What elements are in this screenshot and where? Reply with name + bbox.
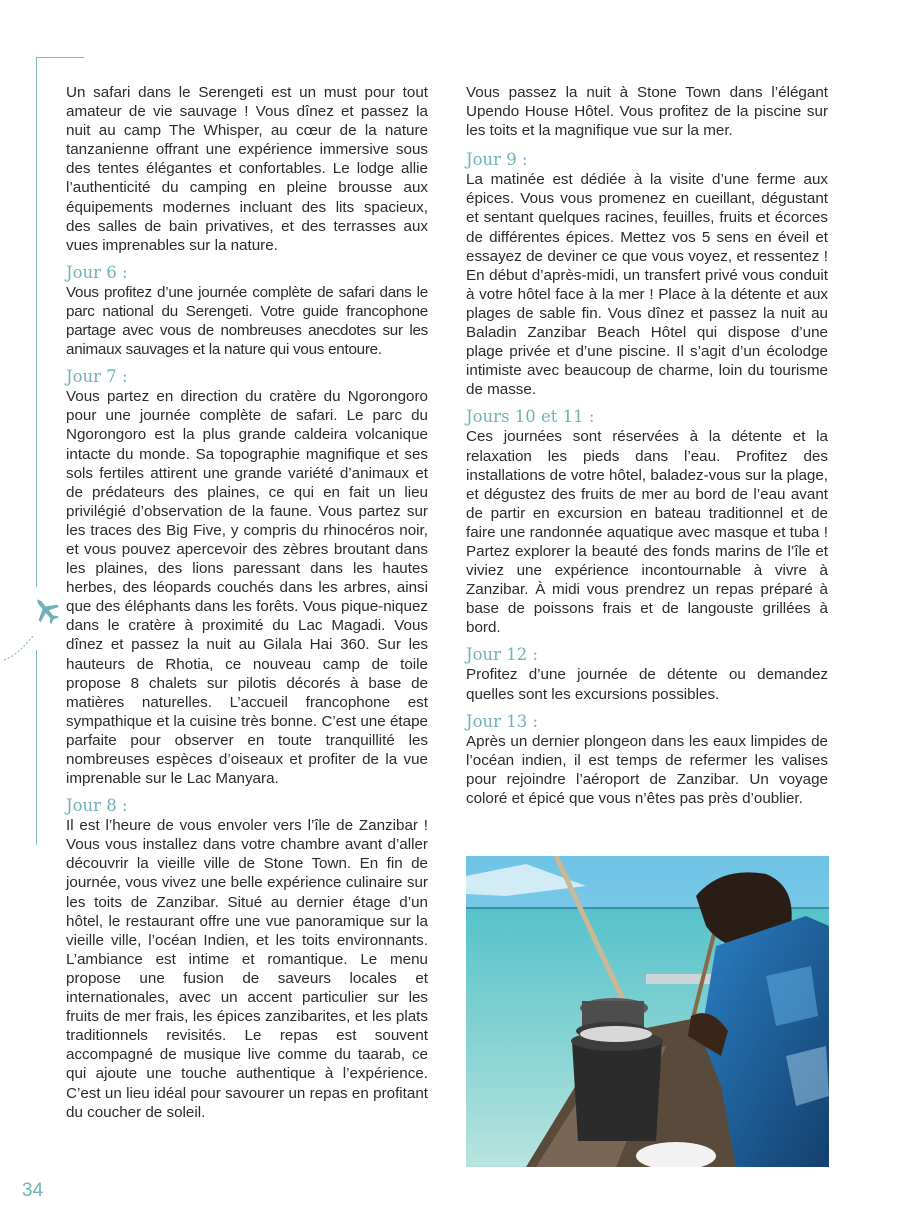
day6-paragraph: Vous profitez d’une journée complète de safari dans le parc national du Serengeti. Votre guide francophone partage avec vous de nombreuses anecdotes sur les animaux sauvages et la nature qui vous entoure. [66,283,428,359]
right-column [466,83,828,815]
airplane-icon [0,588,70,668]
day12-paragraph: Profitez d’une journée de détente ou demandez quelles sont les excursions possibles. [466,666,828,703]
boat-cooking-photo [466,856,829,1167]
day10-11-heading: Jours 10 et 11 : [466,407,595,427]
day7-paragraph: Vous partez en direction du cratère du Ngorongoro pour une journée complète de safari. Le parc du Ngorongoro est la plus grande caldeira volcanique intacte du monde. Sa topographie magnifique et ses sols fertiles attirent une grande variété d’animaux et de prédateurs des plaines, ce qui en fait un lieu privilégié d’observation de la faune. Vous partez sur les traces des Big Five, y compris du rhinocéros noir, et vous pouvez apercevoir des zèbres broutant dans les plaines, des lions paressant dans les hautes herbes, des léopards couchés dans les arbres, ainsi que des éléphants dans les forêts. Vous pique-niquez dans le cratère à proximité du Lac Magadi. Vous dînez et passez la nuit au Gilala Hai 360. Sur les hauteurs de Rhotia, ce nouveau camp de toile propose 8 chalets sur pilotis décorés à base de matières naturelles. L’accueil francophone est sympathique et la cuisine très bonne. C’est une étape parfaite pour observer en toute tranquillité les nombreuses espèces d’oiseaux et profiter de la vue imprenable sur le Lac Manyara. [66,388,428,788]
intro-paragraph: Un safari dans le Serengeti est un must pour tout amateur de vie sauvage ! Vous dînez et passez la nuit au camp The Whisper, au cœur de la nature tanzanienne offrant une expérience immersive sous des tentes élégantes et confortables. Le lodge allie l’authenticité du camping en pleine brousse aux équipements modernes incluant des lits spacieux, des salles de bain privatives, et des terrasses aux vues imprenables sur la nature. [66,84,428,254]
day8-heading: Jour 8 : [66,796,128,816]
day8-continued-paragraph: Vous passez la nuit à Stone Town dans l’élégant Upendo House Hôtel. Vous profitez de la piscine sur les toits et la magnifique vue sur la mer. [466,84,828,140]
day13-heading: Jour 13 : [466,711,539,731]
day12-heading: Jour 12 : [466,645,539,665]
left-column [66,83,428,1129]
day9-heading: Jour 9 : [466,150,528,170]
frame-left-line-upper [36,57,37,587]
day13-paragraph: Après un dernier plongeon dans les eaux limpides de l’océan indien, il est temps de refermer les valises pour rejoindre l’aéroport de Zanzibar. Un voyage coloré et épicé que vous n’êtes pas près d’oublier. [466,732,828,807]
day7-heading: Jour 7 : [66,367,128,387]
page-number: 34 [22,1180,44,1201]
day10-11-paragraph: Ces journées sont réservées à la détente et la relaxation les pieds dans l’eau. Profitez des installations de votre hôtel, baladez-vous sur la plage, et dégustez des fruits de mer au bord de l’eau avant de partir en excursion en bateau traditionnel et de faire une randonnée aquatique avec masque et tuba ! Partez explorer la beauté des fonds marins de l’île et viviez une expérience incontournable à vivre à Zanzibar. À midi vous prendrez un repas préparé à base de poissons frais et de langouste grillées à bord. [466,428,828,637]
frame-left-line-lower [36,650,37,845]
frame-top-line [36,57,84,58]
day8-paragraph: Il est l’heure de vous envoler vers l’île de Zanzibar ! Vous vous installez dans votre chambre avant d’aller découvrir la vieille ville de Stone Town. En fin de journée, vous vivez une belle expérience culinaire sur les toits de Zanzibar. Situé au dernier étage d’un hôtel, le restaurant offre une vue panoramique sur la vieille ville, l’océan Indien, et les toits environnants. L’ambiance est intime et romantique. Le menu propose une fusion de saveurs locales et internationales, avec un accent particulier sur les fruits de mer frais, les épices zanzibarites, et les plats traditionnels revisités. Le repas est souvent accompagné de musique live comme du taarab, ce qui ajoute une touche authentique à l’expérience. C’est un lieu idéal pour savourer un repas en profitant du coucher de soleil. [66,817,428,1121]
day9-paragraph: La matinée est dédiée à la visite d’une ferme aux épices. Vous vous promenez en cueillant, dégustant et sentant quelques racines, feuilles, fruits et écorces de différentes épices. Mettez vos 5 sens en éveil et essayez de deviner ce que vous voyez, et ressentez ! En début d’après-midi, un transfert privé vous conduit à votre hôtel face à la mer ! Place à la détente et aux plages de sable fin. Vous dînez et passez la nuit au Baladin Zanzibar Beach Hôtel qui dispose d’une plage privée et d’une piscine. Il s’agit d’un écolodge intimiste avec beaucoup de charme, loin du tourisme de masse. [466,171,828,399]
day6-heading: Jour 6 : [66,262,128,282]
